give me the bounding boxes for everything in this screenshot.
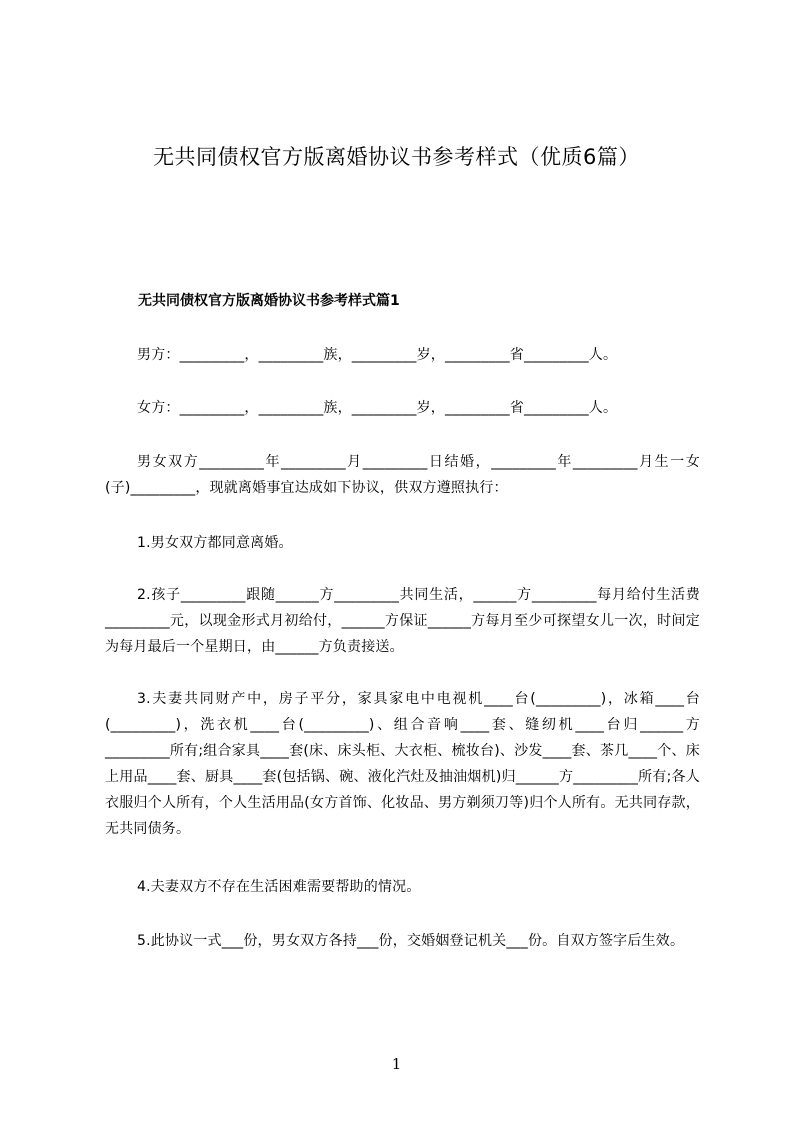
paragraph-clause-1: 1.男女双方都同意离婚。 <box>137 535 293 551</box>
paragraph-clause-2: 2.孩子_________跟随______方_________共同生活，______方_________每月给付生活费_________元，以现金形式月初给付，______方保证______方每月至少可探望女儿一次，时间定为每月最后一个星期日，由______方负责接送。 <box>105 587 700 655</box>
document-title: 无共同债权官方版离婚协议书参考样式（优质6篇） <box>153 145 640 169</box>
paragraph-marriage-info: 男女双方_________年_________月_________日结婚，_________年_________月生一女(子)_________，现就离婚事宜达成如下协议，供双方遵照执行： <box>105 454 700 496</box>
paragraph-female-party: 女方：_________，_________族，_________岁，_________省_________人。 <box>137 400 618 416</box>
paragraph-clause-3: 3.夫妻共同财产中，房子平分，家具家电中电视机____台(_________)，冰箱____台(_________)，洗衣机____台(_________)、组合音响____套、缝纫机____台归______方_________所有;组合家具____套(床、床头柜、大衣柜、梳妆台)、沙发____套、茶几____个、床上用品____套、厨具____套(包括锅、碗、液化汽灶及抽油烟机)归______方_________所有;各人衣服归个人所有，个人生活用品(女方首饰、化妆品、男方剃须刀等)归个人所有。无共同存款，无共同债务。 <box>105 691 700 837</box>
paragraph-male-party: 男方：_________，_________族，_________岁，_________省_________人。 <box>137 347 618 363</box>
page-number: 1 <box>391 1055 402 1073</box>
paragraph-clause-5: 5.此协议一式___份，男女双方各持___份，交婚姻登记机关___份。自双方签字后生效。 <box>137 933 685 949</box>
paragraph-clause-4: 4.夫妻双方不存在生活困难需要帮助的情况。 <box>137 879 421 895</box>
section-title: 无共同债权官方版离婚协议书参考样式篇1 <box>138 293 400 309</box>
